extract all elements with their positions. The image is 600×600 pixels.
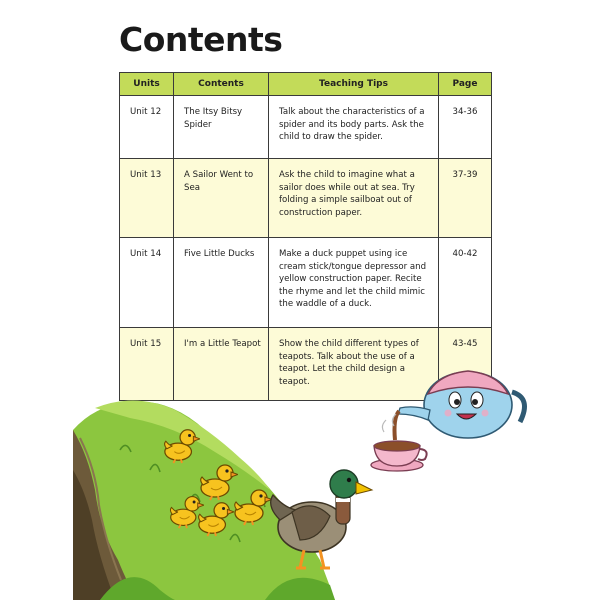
tips-cell: Make a duck puppet using ice cream stick/tongue depressor and yellow construction paper. Recite the rhyme and let the child mimic the waddle of a duck. [269, 238, 439, 328]
tips-cell: Ask the child to imagine what a sailor does while out at sea. Try folding a simple sailboat out of construction paper. [269, 159, 439, 238]
unit-cell: Unit 13 [120, 159, 174, 238]
unit-cell: Unit 12 [120, 96, 174, 159]
content-cell: Five Little Ducks [174, 238, 269, 328]
header-contents: Contents [174, 73, 269, 96]
tea-pour [382, 411, 399, 440]
hill-illustration [73, 400, 335, 600]
teacup-icon [371, 441, 427, 471]
page-title: Contents [119, 20, 283, 59]
page-cell: 43-45 [439, 328, 492, 401]
unit-cell: Unit 15 [120, 328, 174, 401]
page-cell: 37-39 [439, 159, 492, 238]
content-cell: I'm a Little Teapot [174, 328, 269, 401]
tips-cell: Show the child different types of teapots. Talk about the use of a teapot. Let the child design a teapot. [269, 328, 439, 401]
header-teaching-tips: Teaching Tips [269, 73, 439, 96]
unit-cell: Unit 14 [120, 238, 174, 328]
page-cell: 40-42 [439, 238, 492, 328]
teapot-icon [398, 371, 525, 438]
header-units: Units [120, 73, 174, 96]
tips-cell: Talk about the characteristics of a spider and its body parts. Ask the child to draw the spider. [269, 96, 439, 159]
content-cell: A Sailor Went to Sea [174, 159, 269, 238]
content-cell: The Itsy Bitsy Spider [174, 96, 269, 159]
header-page: Page [439, 73, 492, 96]
page-cell: 34-36 [439, 96, 492, 159]
